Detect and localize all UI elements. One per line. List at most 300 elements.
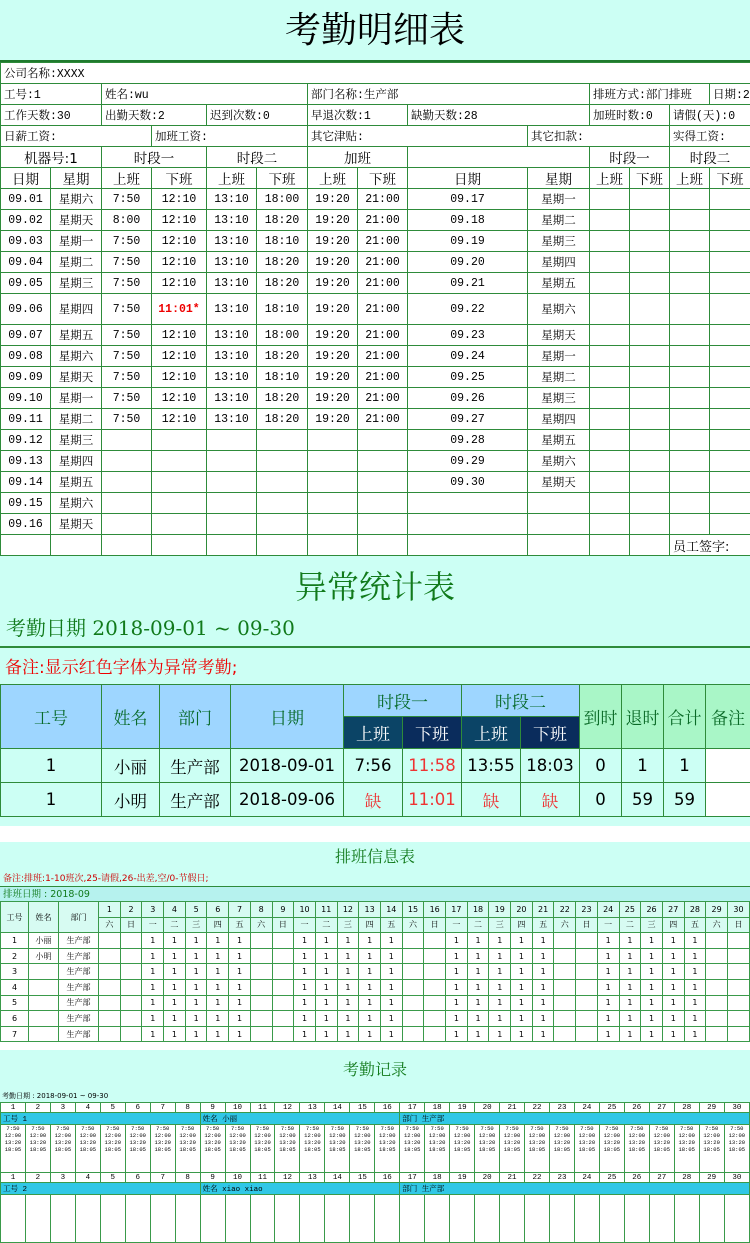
cell-b: 12:10 xyxy=(152,252,207,273)
cell-c: 13:10 xyxy=(207,409,257,430)
col-out: 下班 xyxy=(257,168,308,189)
punch-times xyxy=(300,1195,325,1243)
shift-cell: 1 xyxy=(467,1026,489,1042)
cell-c: 13:10 xyxy=(207,210,257,231)
cell-e: 18:10 xyxy=(257,367,308,388)
cell-d: 09.03 xyxy=(1,231,51,252)
day-number: 4 xyxy=(75,1173,100,1183)
day-number: 25 xyxy=(619,902,641,918)
cell-d: 09.12 xyxy=(1,430,51,451)
schedule-date: 排班日期 : 2018-09 xyxy=(0,886,750,901)
punch-times xyxy=(125,1195,150,1243)
shift-cell xyxy=(272,995,294,1011)
shift-cell xyxy=(706,933,728,949)
cell-b: 12:10 xyxy=(152,231,207,252)
weekday: 二 xyxy=(619,917,641,933)
day-number: 18 xyxy=(425,1103,450,1113)
day-number: 14 xyxy=(325,1173,350,1183)
day-number: 25 xyxy=(599,1173,624,1183)
day-number: 10 xyxy=(294,902,316,918)
shift-cell xyxy=(272,948,294,964)
shift-cell: 1 xyxy=(229,948,251,964)
cell-id: 3 xyxy=(1,964,29,980)
shift-cell: 1 xyxy=(315,1011,337,1027)
cell-d: 09.13 xyxy=(1,451,51,472)
punch-times xyxy=(50,1195,75,1243)
table-row xyxy=(1,1026,750,1042)
cell-w: 星期天 xyxy=(51,367,102,388)
shift-cell xyxy=(120,948,142,964)
day-number: 26 xyxy=(624,1173,649,1183)
cell-d: 09.15 xyxy=(1,493,51,514)
cell-w: 星期五 xyxy=(51,472,102,493)
punch-times xyxy=(25,1195,50,1243)
shift-cell: 1 xyxy=(684,964,706,980)
day-number: 1 xyxy=(1,1103,26,1113)
shift-cell: 1 xyxy=(337,964,359,980)
weekday: 日 xyxy=(576,917,598,933)
shift-cell: 1 xyxy=(229,979,251,995)
cell-a: 8:00 xyxy=(102,210,152,231)
shift-cell: 1 xyxy=(142,995,164,1011)
cell-d: 09.09 xyxy=(1,367,51,388)
shift-cell: 1 xyxy=(185,979,207,995)
day-number: 23 xyxy=(549,1103,574,1113)
shift-cell: 1 xyxy=(142,933,164,949)
cell-g xyxy=(358,451,408,472)
shift-cell xyxy=(554,979,576,995)
shift-cell: 1 xyxy=(446,964,468,980)
shift-cell: 1 xyxy=(597,948,619,964)
h-seg1: 时段一 xyxy=(344,685,462,717)
cell-in1: 缺 xyxy=(344,783,403,817)
punch-times: 7:50 12:00 13:20 18:05 xyxy=(649,1125,674,1173)
h-arrive: 到时 xyxy=(580,685,622,749)
shift-cell: 1 xyxy=(641,933,663,949)
day-number: 14 xyxy=(380,902,402,918)
weekday: 六 xyxy=(250,917,272,933)
shift-cell xyxy=(424,948,446,964)
cell-dept: 生产部 xyxy=(59,948,99,964)
shift-cell: 1 xyxy=(532,948,554,964)
shift-cell: 1 xyxy=(489,995,511,1011)
shift-cell: 1 xyxy=(359,1026,381,1042)
shift-cell: 1 xyxy=(164,1011,186,1027)
table-row xyxy=(1,189,750,210)
cell-a xyxy=(102,472,152,493)
cell-name: 小明 xyxy=(29,948,59,964)
shift-cell xyxy=(554,995,576,1011)
shift-cell: 1 xyxy=(359,933,381,949)
cell-f xyxy=(308,493,358,514)
cell-e: 18:20 xyxy=(257,210,308,231)
table-row xyxy=(1,367,750,388)
day-number: 28 xyxy=(684,902,706,918)
table-row xyxy=(1,514,750,535)
cell-f: 19:20 xyxy=(308,367,358,388)
shift-cell: 1 xyxy=(185,1026,207,1042)
weekday: 一 xyxy=(142,917,164,933)
exception-table xyxy=(0,684,750,817)
cell-out2: 缺 xyxy=(521,783,580,817)
cell-e: 18:00 xyxy=(257,189,308,210)
cell-g: 21:00 xyxy=(358,210,408,231)
cell-f: 19:20 xyxy=(308,273,358,294)
cell-id: 5 xyxy=(1,995,29,1011)
cell-a: 7:50 xyxy=(102,294,152,325)
day-number: 12 xyxy=(337,902,359,918)
cell-d: 09.07 xyxy=(1,325,51,346)
daily-wage: 日薪工资: xyxy=(1,126,152,147)
shift-cell: 1 xyxy=(641,1011,663,1027)
weekday: 一 xyxy=(294,917,316,933)
cell-id: 6 xyxy=(1,1011,29,1027)
shift-cell: 1 xyxy=(359,948,381,964)
shift-cell xyxy=(99,1011,121,1027)
shift-cell xyxy=(554,1026,576,1042)
shift-cell xyxy=(99,979,121,995)
attendance-detail-sheet xyxy=(0,0,750,553)
shift-cell xyxy=(424,933,446,949)
shift-cell xyxy=(99,933,121,949)
cell-name xyxy=(29,1026,59,1042)
shift-cell xyxy=(727,1026,749,1042)
sheet-title: 考勤记录 xyxy=(0,1050,750,1090)
segment2-header-right: 时段二 xyxy=(670,147,750,168)
h-date: 日期 xyxy=(231,685,344,749)
shift-cell: 1 xyxy=(511,979,533,995)
table-row xyxy=(1,783,750,817)
h-leave: 退时 xyxy=(622,685,664,749)
shift-cell xyxy=(554,948,576,964)
leave-days: 请假(天):0 xyxy=(670,105,750,126)
cell-b: 12:10 xyxy=(152,367,207,388)
shift-cell xyxy=(727,964,749,980)
cell-in2: 13:55 xyxy=(462,749,521,783)
cell-d2: 09.17 xyxy=(408,189,528,210)
cell-g: 21:00 xyxy=(358,388,408,409)
shift-cell: 1 xyxy=(185,933,207,949)
shift-cell xyxy=(554,933,576,949)
punch-times xyxy=(250,1195,275,1243)
cell-w: 星期三 xyxy=(51,273,102,294)
day-number: 27 xyxy=(649,1173,674,1183)
shift-cell xyxy=(99,995,121,1011)
shift-cell: 1 xyxy=(164,979,186,995)
shift-cell xyxy=(250,964,272,980)
day-number: 6 xyxy=(125,1173,150,1183)
shift-cell: 1 xyxy=(467,948,489,964)
shift-cell xyxy=(120,964,142,980)
shift-cell xyxy=(727,979,749,995)
shift-cell: 1 xyxy=(315,1026,337,1042)
schedule-note: 备注:排班:1-10班次,25-请假,26-出差,空/0-节假日; xyxy=(0,872,750,886)
shift-cell: 1 xyxy=(446,1011,468,1027)
cell-c xyxy=(207,451,257,472)
weekday: 五 xyxy=(532,917,554,933)
cell-w: 星期天 xyxy=(51,514,102,535)
punch-times xyxy=(649,1195,674,1243)
cell-name xyxy=(29,979,59,995)
punch-times xyxy=(325,1195,350,1243)
shift-cell: 1 xyxy=(337,979,359,995)
cell-e: 18:00 xyxy=(257,325,308,346)
cell-w: 星期四 xyxy=(51,451,102,472)
cell-d: 09.05 xyxy=(1,273,51,294)
day-number: 29 xyxy=(706,902,728,918)
punch-times: 7:50 12:00 13:20 18:05 xyxy=(125,1125,150,1173)
punch-times: 7:50 12:00 13:20 18:05 xyxy=(225,1125,250,1173)
col-in: 上班 xyxy=(670,168,710,189)
shift-cell: 1 xyxy=(641,979,663,995)
day-number: 30 xyxy=(724,1173,749,1183)
shift-cell xyxy=(120,995,142,1011)
cell-d2: 09.25 xyxy=(408,367,528,388)
day-number: 15 xyxy=(350,1173,375,1183)
cell-w: 星期六 xyxy=(51,189,102,210)
cell-e xyxy=(257,472,308,493)
cell-g: 21:00 xyxy=(358,189,408,210)
schedule-table xyxy=(0,901,750,1042)
shift-cell xyxy=(554,964,576,980)
info-name: 姓名:wu xyxy=(102,84,308,105)
cell-b: 12:10 xyxy=(152,388,207,409)
table-row xyxy=(1,294,750,325)
h-name: 姓名 xyxy=(102,685,160,749)
h-remark: 备注 xyxy=(706,685,750,749)
shift-cell: 1 xyxy=(511,964,533,980)
cell-e: 18:20 xyxy=(257,252,308,273)
cell-c: 13:10 xyxy=(207,325,257,346)
punch-times xyxy=(400,1195,425,1243)
shift-cell xyxy=(272,1026,294,1042)
shift-cell: 1 xyxy=(597,979,619,995)
emp-name: 姓名 小丽 xyxy=(200,1113,400,1125)
cell-f xyxy=(308,430,358,451)
shift-cell: 1 xyxy=(380,933,402,949)
shift-cell xyxy=(402,933,424,949)
cell-dept: 生产部 xyxy=(59,995,99,1011)
table-row xyxy=(1,964,750,980)
shift-cell: 1 xyxy=(641,1026,663,1042)
shift-cell: 1 xyxy=(532,995,554,1011)
cell-c xyxy=(207,472,257,493)
punch-times: 7:50 12:00 13:20 18:05 xyxy=(599,1125,624,1173)
punch-times: 7:50 12:00 13:20 18:05 xyxy=(624,1125,649,1173)
cell-d: 09.06 xyxy=(1,294,51,325)
h-seg2: 时段二 xyxy=(462,685,580,717)
emp-id: 工号 2 xyxy=(1,1183,201,1195)
day-number: 17 xyxy=(446,902,468,918)
shift-cell: 1 xyxy=(207,948,229,964)
cell-a: 7:50 xyxy=(102,346,152,367)
info-id: 工号:1 xyxy=(1,84,102,105)
day-number: 6 xyxy=(125,1103,150,1113)
shift-cell: 1 xyxy=(467,1011,489,1027)
late-count: 迟到次数:0 xyxy=(207,105,308,126)
cell-w2: 星期二 xyxy=(528,210,590,231)
shift-cell xyxy=(250,979,272,995)
cell-d2 xyxy=(408,514,528,535)
cell-d2: 09.27 xyxy=(408,409,528,430)
shift-cell xyxy=(706,948,728,964)
cell-g: 21:00 xyxy=(358,273,408,294)
shift-cell: 1 xyxy=(229,933,251,949)
shift-cell: 1 xyxy=(489,933,511,949)
emp-dept: 部门 生产部 xyxy=(400,1113,750,1125)
table-row xyxy=(1,493,750,514)
weekday: 五 xyxy=(229,917,251,933)
weekday: 五 xyxy=(684,917,706,933)
shift-cell: 1 xyxy=(294,964,316,980)
day-number: 5 xyxy=(100,1103,125,1113)
punch-times xyxy=(674,1195,699,1243)
col-weekday-right: 星期 xyxy=(528,168,590,189)
weekday: 六 xyxy=(554,917,576,933)
cell-c: 13:10 xyxy=(207,388,257,409)
shift-cell: 1 xyxy=(511,948,533,964)
emp-dept: 部门 生产部 xyxy=(400,1183,750,1195)
day-number: 10 xyxy=(225,1103,250,1113)
weekday: 三 xyxy=(641,917,663,933)
cell-name: 小丽 xyxy=(102,749,160,783)
weekday: 二 xyxy=(467,917,489,933)
cell-w2 xyxy=(528,514,590,535)
punch-times: 7:50 12:00 13:20 18:05 xyxy=(1,1125,26,1173)
cell-c: 13:10 xyxy=(207,367,257,388)
col-weekday: 星期 xyxy=(51,168,102,189)
day-number: 1 xyxy=(99,902,121,918)
punch-times: 7:50 12:00 13:20 18:05 xyxy=(350,1125,375,1173)
punch-times: 7:50 12:00 13:20 18:05 xyxy=(500,1125,525,1173)
cell-g: 21:00 xyxy=(358,252,408,273)
cell-b: 12:10 xyxy=(152,409,207,430)
cell-a: 7:50 xyxy=(102,273,152,294)
shift-cell: 1 xyxy=(662,1011,684,1027)
shift-cell: 1 xyxy=(684,995,706,1011)
shift-cell xyxy=(99,964,121,980)
table-row xyxy=(1,472,750,493)
day-number: 16 xyxy=(424,902,446,918)
weekday: 四 xyxy=(207,917,229,933)
info-shift: 排班方式:部门排班 xyxy=(590,84,710,105)
sheet-title: 异常统计表 xyxy=(0,556,750,612)
shift-cell: 1 xyxy=(684,1011,706,1027)
shift-cell: 1 xyxy=(164,964,186,980)
shift-cell: 1 xyxy=(597,933,619,949)
shift-cell xyxy=(120,1011,142,1027)
day-number: 15 xyxy=(402,902,424,918)
shift-cell: 1 xyxy=(315,933,337,949)
cell-a: 7:50 xyxy=(102,325,152,346)
cell-c: 13:10 xyxy=(207,346,257,367)
cell-f xyxy=(308,514,358,535)
shift-cell: 1 xyxy=(597,1011,619,1027)
cell-dept: 生产部 xyxy=(160,749,231,783)
h-name: 姓名 xyxy=(29,902,59,933)
day-number: 2 xyxy=(120,902,142,918)
punch-times xyxy=(599,1195,624,1243)
weekday: 日 xyxy=(120,917,142,933)
cell-a: 7:50 xyxy=(102,367,152,388)
col-in: 上班 xyxy=(207,168,257,189)
day-number: 29 xyxy=(699,1173,724,1183)
cell-d2: 09.21 xyxy=(408,273,528,294)
punch-times xyxy=(425,1195,450,1243)
table-row xyxy=(1,948,750,964)
day-number: 22 xyxy=(525,1173,550,1183)
cell-b: 12:10 xyxy=(152,346,207,367)
punch-times: 7:50 12:00 13:20 18:05 xyxy=(25,1125,50,1173)
cell-w2: 星期六 xyxy=(528,451,590,472)
shift-cell: 1 xyxy=(489,1026,511,1042)
weekday: 四 xyxy=(511,917,533,933)
day-number: 2 xyxy=(25,1103,50,1113)
shift-cell xyxy=(706,995,728,1011)
cell-a: 7:50 xyxy=(102,189,152,210)
cell-w: 星期六 xyxy=(51,346,102,367)
h-out: 下班 xyxy=(403,717,462,749)
cell-w2: 星期天 xyxy=(528,325,590,346)
punch-times: 7:50 12:00 13:20 18:05 xyxy=(175,1125,200,1173)
early-count: 早退次数:1 xyxy=(308,105,408,126)
cell-b: 12:10 xyxy=(152,189,207,210)
cell-total: 59 xyxy=(664,783,706,817)
shift-cell: 1 xyxy=(359,964,381,980)
actual-wage: 实得工资: xyxy=(670,126,750,147)
cell-arrive: 0 xyxy=(580,749,622,783)
cell-g: 21:00 xyxy=(358,367,408,388)
shift-cell xyxy=(576,933,598,949)
cell-w: 星期二 xyxy=(51,409,102,430)
cell-dept: 生产部 xyxy=(59,1026,99,1042)
cell-g xyxy=(358,472,408,493)
shift-cell: 1 xyxy=(315,979,337,995)
segment2-header: 时段二 xyxy=(207,147,308,168)
cell-d2: 09.29 xyxy=(408,451,528,472)
cell-f: 19:20 xyxy=(308,388,358,409)
shift-cell xyxy=(250,1026,272,1042)
schedule-sheet xyxy=(0,842,750,1042)
day-number: 5 xyxy=(100,1173,125,1183)
shift-cell: 1 xyxy=(619,933,641,949)
info-dept: 部门名称:生产部 xyxy=(308,84,590,105)
shift-cell xyxy=(424,979,446,995)
cell-f: 19:20 xyxy=(308,409,358,430)
shift-cell: 1 xyxy=(229,1026,251,1042)
shift-cell: 1 xyxy=(684,948,706,964)
h-in: 上班 xyxy=(344,717,403,749)
col-in: 上班 xyxy=(308,168,358,189)
col-date-right: 日期 xyxy=(408,168,528,189)
day-number: 22 xyxy=(525,1103,550,1113)
cell-c xyxy=(207,514,257,535)
cell-date: 2018-09-06 xyxy=(231,783,344,817)
weekday: 四 xyxy=(359,917,381,933)
punch-times xyxy=(150,1195,175,1243)
h-id: 工号 xyxy=(1,902,29,933)
weekday: 一 xyxy=(597,917,619,933)
cell-d2 xyxy=(408,493,528,514)
shift-cell: 1 xyxy=(359,1011,381,1027)
day-number: 18 xyxy=(425,1173,450,1183)
cell-name: 小丽 xyxy=(29,933,59,949)
time-row xyxy=(1,1195,750,1243)
punch-times: 7:50 12:00 13:20 18:05 xyxy=(100,1125,125,1173)
day-number: 17 xyxy=(400,1103,425,1113)
shift-cell: 1 xyxy=(294,979,316,995)
punch-times xyxy=(175,1195,200,1243)
